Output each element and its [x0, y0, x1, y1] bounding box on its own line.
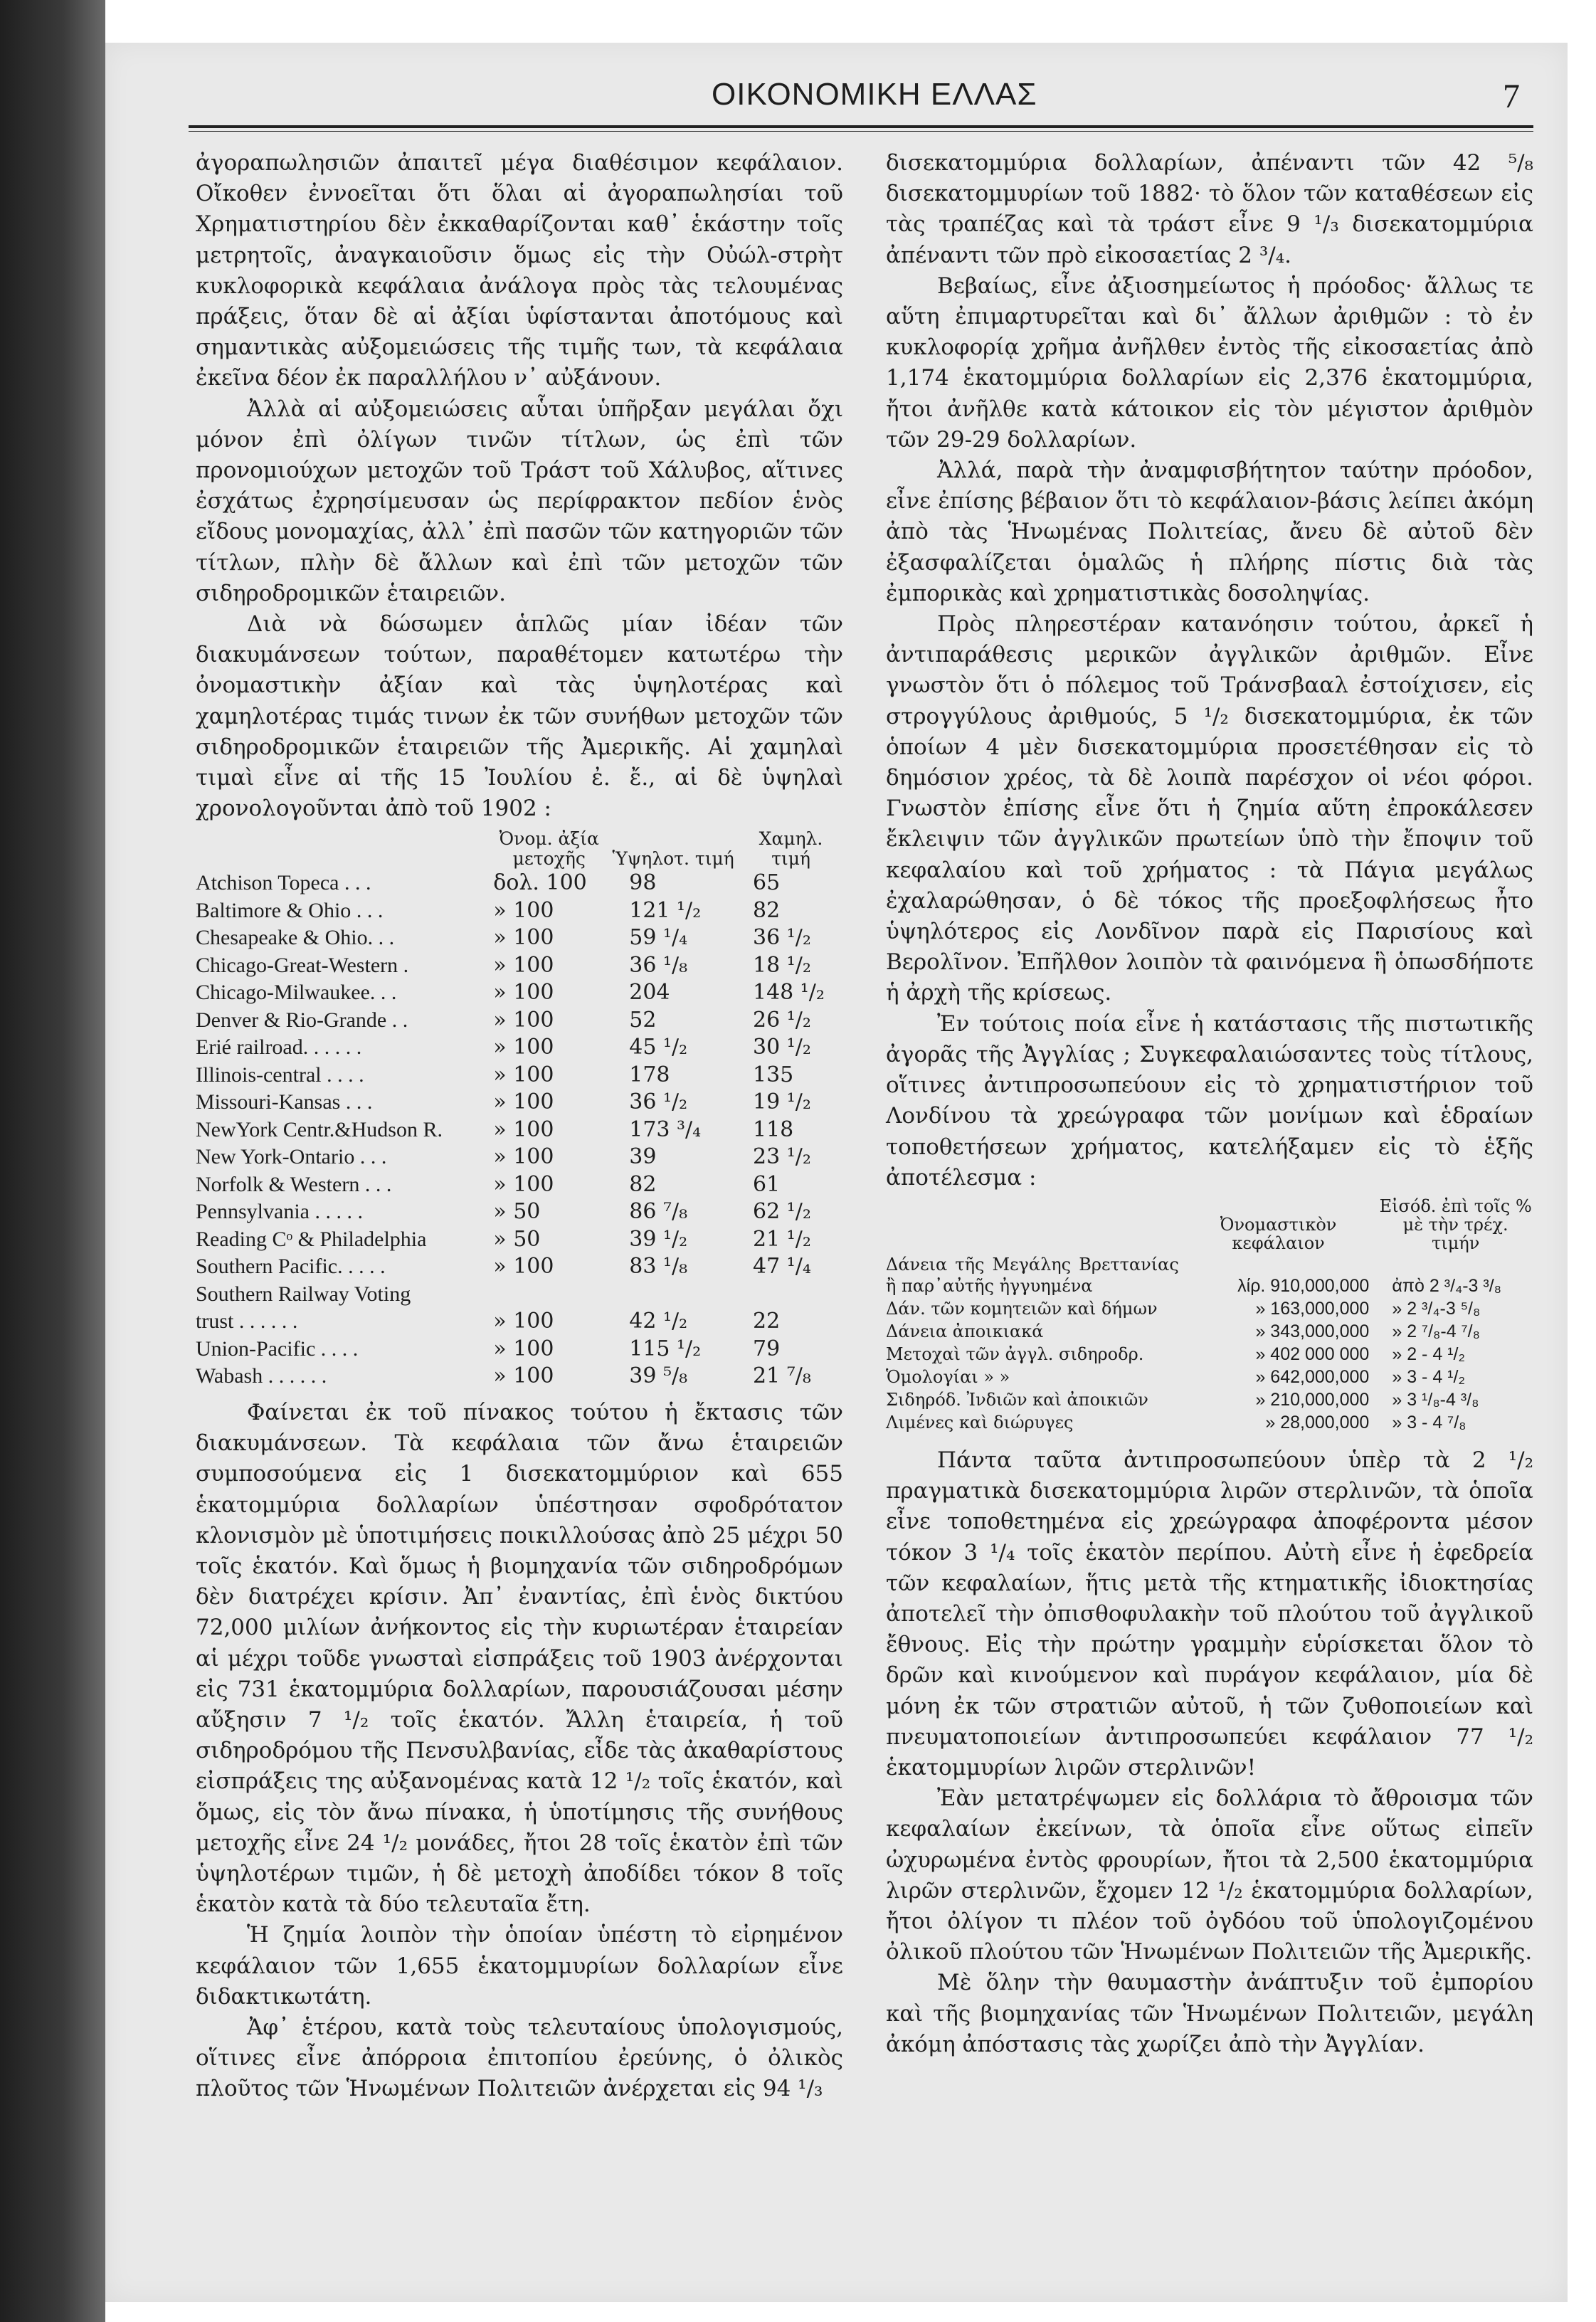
stock-high: 39 [629, 1144, 657, 1170]
loan-yield: » 3 ¹/₈-4 ³/₈ [1392, 1389, 1479, 1410]
stock-name [196, 1089, 490, 1117]
stock-name-text: trust [196, 1309, 234, 1334]
stock-name-text: Chicago-Great-Western [196, 953, 398, 977]
loan-nominal-capital: » 210,000,000 [1255, 1389, 1370, 1410]
left-paragraph-4: Φαίνεται ἐκ τοῦ πίνακος τούτου ἡ ἔκτασις τῶν διακυμάνσεων. Τὰ κεφάλαια τῶν ἄνω ἑταιρειῶν συμποσούμενα εἰς 1 δισεκατομμύριον καὶ 655 ἑκατομμύρια δολλαρίων ὑπέστησαν σφοδρότατον κλονισμὸν μὲ ὑποτιμήσεις ποικιλλούσας ἀπὸ 25 μέχρι 50 τοῖς ἑκατόν. Καὶ ὅμως ἡ βιομηχανία τῶν σιδηροδρόμων δὲν διατρέχει κρίσιν. Ἀπ᾽ ἐναντίας, ἐπὶ ἑνὸς δικτύου 72,000 μιλίων ἀνήκοντος εἰς τὴν κυριωτέραν ἑταιρείαν αἱ μέχρι τοῦδε γνωσταὶ εἰσπράξεις τοῦ 1903 ἀνέρχονται εἰς 731 ἑκατομμύρια δολλαρίων, παρουσιάζουσαι μέσην αὔξησιν 7 ¹/₂ τοῖς ἑκατόν. Ἄλλη ἑταιρεία, ἡ τοῦ σιδηροδρόμου τῆς Πενσυλβανίας, εἶδε τὰς ἀκαθαρίστους εἰσπράξεις της αὐξανομένας κατὰ 12 ¹/₂ τοῖς ἑκατόν, καὶ ὅμως, εἰς τὸν ἄνω πίνακα, ἡ ὑποτίμησις τῆς συνήθους μετοχῆς εἶνε 24 ¹/₂ μονάδες, ἤτοι 28 τοῖς ἑκατὸν ἐπὶ τῶν ὑψηλοτέρων τιμῶν, ἡ δὲ μετοχὴ ἀποδίδει τόκον 8 τοῖς ἑκατὸν κατὰ τὰ δύο τελευταῖα ἔτη. [196, 1399, 843, 1918]
stock-name-text: Denver & Rio-Grande [196, 1008, 387, 1032]
stock-low: 62 ¹/₂ [752, 1199, 811, 1225]
loan-category: Σιδηρόδ. Ἰνδιῶν καὶ ἀποικιῶν [886, 1389, 1148, 1410]
right-paragraph-8: Μὲ ὅλην τὴν θαυμαστὴν ἀνάπτυξιν τοῦ ἐμπορίου καὶ τῆς βιομηχανίας τῶν Ἡνωμένων Πολιτειῶν, μεγάλη ἀκόμη ἀπόστασις τὰς χωρίζει ἀπὸ τὴν Ἀγγλίαν. [886, 1970, 1533, 2057]
left-paragraph-5: Ἡ ζημία λοιπὸν τὴν ὁποίαν ὑπέστη τὸ εἰρημένον κεφάλαιον τῶν 1,655 ἑκατομμυρίων δολλαρίων εἶνε διδακτικωτάτη. [196, 1922, 843, 2010]
header-rule-thin [189, 131, 1533, 132]
stock-leader-dots: . [403, 953, 409, 977]
left-paragraph-6: Ἀφ᾽ ἑτέρου, κατὰ τοὺς τελευταίους ὑπολογισμούς, οἵτινες εἶνε ἀπόρροια ἐπιτοπίου ἐρεύνης, ὁ ὀλικὸς πλοῦτος τῶν Ἡνωμένων Πολιτειῶν ἀνέρχεται εἰς 94 ¹/₃ [196, 2015, 843, 2102]
stock-leader-dots: . . . . [327, 1062, 364, 1087]
stock-low: 118 [752, 1117, 794, 1142]
left-paragraph-3: Διὰ νὰ δώσωμεν ἁπλῶς μίαν ἰδέαν τῶν διακυμάνσεων τούτων, παραθέτομεν κατωτέρω τὴν ὀνομαστικὴν ἀξίαν καὶ τὰς ὑψηλοτέρας καὶ χαμηλοτέρας τιμάς τινων ἐκ τῶν συνήθων μετοχῶν τῶν σιδηροδρομικῶν ἑταιρειῶν τῆς Ἀμερικῆς. Αἱ χαμηλαὶ τιμαὶ εἶνε αἱ τῆς 15 Ἰουλίου ἐ. ἔ., αἱ δὲ ὑψηλαὶ χρονολογοῦνται ἀπὸ τοῦ 1902 : [196, 611, 843, 822]
right-paragraph-2: Βεβαίως, εἶνε ἀξιοσημείωτος ἡ πρόοδος· ἄλλως τε αὕτη ἐπιμαρτυρεῖται καὶ δι᾽ ἄλλων ἀριθμῶν : τὸ ἐν κυκλοφορίᾳ χρῆμα ἀνῆλθεν ἐντὸς τῆς εἰκοσαετίας ἀπὸ 1,174 ἑκατομμύρια δολλαρίων εἰς 2,376 ἑκατομμύρια, ἤτοι ἀνῆλθε κατὰ κάτοικον εἰς τὸν μέγιστον ἀριθμὸν τῶν 29-29 δολλαρίων. [886, 273, 1533, 453]
stock-nominal: » 50 [493, 1199, 541, 1225]
stock-row [196, 1253, 843, 1281]
loan-category: Δάνεια τῆς Μεγάλης Βρεττανίας ἢ παρ᾽αὐτῆς ἠγγυημένα [886, 1254, 1179, 1296]
stock-row [196, 1198, 843, 1226]
loan-yield: » 3 - 4 ⁷/₈ [1392, 1412, 1466, 1432]
right-paragraph-5: Ἐν τούτοις ποία εἶνε ἡ κατάστασις τῆς πιστωτικῆς ἀγορᾶς τῆς Ἀγγλίας ; Συγκεφαλαιώσαντες τοὺς τίτλους, οἵτινες ἀντιπροσωπεύουν εἰς τὸ χρηματιστήριον τοῦ Λονδίνου τὰ χρεώγραφα τῶν μονίμων καὶ ἑδραίων τοποθετήσεων χρήματος, κατελήξαμεν εἰς τὸ ἑξῆς ἀποτέλεσμα : [886, 1010, 1533, 1191]
stock-leader-dots: . . . . [348, 1255, 386, 1279]
stock-high [608, 1281, 739, 1309]
stock-low: 22 [752, 1309, 781, 1334]
stock-name-text: NewYork Centr.&Hudson R. [196, 1117, 443, 1141]
stock-name-text: Chicago-Milwaukee. [196, 981, 376, 1005]
stock-low: 21 ⁷/₈ [752, 1363, 811, 1389]
loans-table-body [886, 1253, 1533, 1434]
right-paragraph-6: Πάντα ταῦτα ἀντιπροσωπεύουν ὑπὲρ τὰ 2 ¹/₂ πραγματικὰ δισεκατομμύρια λιρῶν στερλινῶν, τὰ ὁποῖα εἶνε τοποθετημένα εἰς χρεώγραφα ἀποφέροντα μέσον τόκον 3 ¹/₄ τοῖς ἑκατὸν περίπου. Αὐτὴ εἶνε ἡ ἐφεδρεία τῶν κεφαλαίων, ἥτις μετὰ τῆς κτηματικῆς ἰδιοκτησίας ἀποτελεῖ τὴν ὀπισθοφυλακὴν τοῦ πλούτου τοῦ ἀγγλικοῦ ἔθνους. Εἰς τὴν πρώτην γραμμὴν εὑρίσκεται ὅλον τὸ δρῶν καὶ κινούμενον καὶ πυράγον κεφάλαιον, μία δὲ μόνη ἐκ τῶν στρατιῶν αὐτοῦ, ἡ τῶν ζυθοποιείων καὶ πνευματοποιείων ἀντιπροσωπεύει κεφάλαιον 77 ¹/₂ ἑκατομμυρίων λιρῶν στερλινῶν! [886, 1447, 1533, 1780]
stock-leader-dots: . . . [345, 1090, 373, 1114]
stock-low [739, 1281, 843, 1309]
stock-high: 59 ¹/₄ [629, 925, 688, 951]
stock-low: 26 ¹/₂ [752, 1007, 811, 1033]
stock-leader-dots: . . . . . . [268, 1364, 327, 1388]
stock-low: 36 ¹/₂ [752, 925, 811, 951]
loan-row [886, 1388, 1533, 1411]
stock-high: 36 ¹/₈ [629, 952, 688, 978]
stock-leader-dots: . . . [364, 1172, 392, 1196]
loan-yield: » 3 - 4 ¹/₂ [1392, 1366, 1466, 1387]
stock-name-text: Illinois-central [196, 1062, 322, 1087]
stock-name [196, 1144, 490, 1171]
stock-nominal: » 100 [493, 1309, 554, 1334]
stock-name [196, 1117, 490, 1144]
stock-nominal: » 50 [493, 1226, 541, 1252]
stock-low: 19 ¹/₂ [752, 1089, 811, 1115]
stock-name-text: Southern Pacific. [196, 1255, 343, 1279]
stock-nominal: » 100 [493, 1007, 554, 1033]
stock-name-text: Norfolk & Western [196, 1172, 360, 1196]
stock-row [196, 952, 843, 980]
header-nominal: Ὀνομ. ἀξία μετοχῆς [499, 828, 599, 870]
stock-low: 148 ¹/₂ [752, 980, 825, 1006]
stock-leader-dots: . . . [359, 1145, 387, 1169]
stock-name-text: Southern Railway Voting [196, 1282, 411, 1306]
stock-nominal: » 100 [493, 1089, 554, 1115]
right-paragraph-1: δισεκατομμύρια δολλαρίων, ἀπέναντι τῶν 42 ⁵/₈ δισεκατομμυρίων τοῦ 1882· τὸ ὅλον τῶν καταθέσεων εἰς τὰς τραπέζας καὶ τὰ τράστ εἶνε 9 ¹/₃ δισεκατομμύρια ἀπέναντι τῶν πρὸ εἰκοσαετίας 2 ³/₄. [886, 150, 1533, 268]
header-high: Ὑψηλοτ. τιμή [612, 848, 734, 870]
loan-yield: » 2 ³/₄-3 ⁵/₈ [1392, 1298, 1481, 1319]
stock-high: 204 [629, 980, 670, 1006]
stock-name [196, 924, 490, 952]
stock-name-text: Union-Pacific [196, 1336, 316, 1361]
stock-low: 135 [752, 1062, 794, 1087]
stock-high: 173 ³/₄ [629, 1117, 702, 1142]
stock-leader-dots: . . . . . [315, 1200, 363, 1224]
header-rule [189, 125, 1533, 128]
stock-nominal: » 100 [493, 1117, 554, 1142]
stock-row [196, 1117, 843, 1144]
stock-row [196, 1226, 843, 1254]
stock-row [196, 979, 843, 1007]
stock-name [196, 1253, 490, 1281]
stock-leader-dots: . . [380, 981, 397, 1005]
stock-low: 61 [752, 1171, 781, 1197]
stock-row [196, 1034, 843, 1062]
header-yield: Εἰσόδ. ἐπὶ τοῖς % μὲ τὴν τρέχ. τιμήν [1379, 1196, 1532, 1253]
stock-row [196, 870, 843, 897]
stock-name [196, 870, 490, 897]
stock-high: 42 ¹/₂ [629, 1309, 688, 1334]
loan-category: Ὁμολογίαι » » [886, 1366, 1010, 1387]
stock-leader-dots: . . . . [320, 1336, 359, 1361]
stock-name [196, 1226, 490, 1254]
stock-name-text: New York-Ontario [196, 1145, 355, 1169]
stock-high: 39 ⁵/₈ [629, 1363, 688, 1389]
loan-row [886, 1320, 1533, 1343]
stock-name [196, 1198, 490, 1226]
stock-nominal: » 100 [493, 1035, 554, 1060]
stock-leader-dots: . . . [344, 871, 371, 895]
loan-nominal-capital: » 163,000,000 [1255, 1298, 1370, 1319]
stock-nominal: » 100 [493, 1363, 554, 1389]
stock-high: 36 ¹/₂ [629, 1089, 688, 1115]
stock-row [196, 1007, 843, 1035]
stock-high: 98 [629, 870, 657, 896]
stock-row [196, 897, 843, 925]
loan-nominal-capital: » 343,000,000 [1255, 1321, 1370, 1341]
stock-high: 121 ¹/₂ [629, 897, 702, 923]
loan-yield: » 2 ⁷/₈-4 ⁷/₈ [1392, 1321, 1480, 1341]
stock-row [196, 1281, 843, 1309]
stock-leader-dots: . . . . . . [238, 1309, 298, 1334]
loan-row [886, 1253, 1533, 1297]
stock-name [196, 1171, 490, 1199]
loan-row [886, 1411, 1533, 1434]
stock-leader-dots: . . [391, 1008, 408, 1032]
stock-high: 45 ¹/₂ [629, 1035, 688, 1060]
stock-name [196, 1308, 490, 1336]
right-paragraph-7: Ἐὰν μετατρέψωμεν εἰς δολλάρια τὸ ἄθροισμα τῶν κεφαλαίων ἐκείνων, τὰ ὁποῖα εἶνε οὕτως εἰπεῖν ὠχυρωμένα ἐντὸς φρουρίων, ἤτοι τὰ 2,500 ἑκατομμύρια λιρῶν στερλινῶν, ἔχομεν 12 ¹/₂ ἑκατομμύρια δολλαρίων, ἤτοι ὀλίγον τι πλέον τοῦ ὀγδόου τοῦ ὑπολογιζομένου ὀλικοῦ πλούτου τῶν Ἡνωμένων Πολιτειῶν τῆς Ἀμερικῆς. [886, 1785, 1533, 1965]
loan-nominal-capital: » 402 000 000 [1255, 1344, 1370, 1364]
stock-nominal [490, 1281, 608, 1309]
stock-name [196, 897, 490, 925]
loan-category: Λιμένες καὶ διώρυγες [886, 1412, 1074, 1432]
stock-name-text: Chesapeake & Ohio. [196, 926, 374, 950]
loans-table-header [886, 1196, 1533, 1253]
loan-category: Δάνεια ἀποικιακά [886, 1321, 1044, 1341]
left-paragraph-2: Ἀλλὰ αἱ αὐξομειώσεις αὗται ὑπῆρξαν μεγάλαι ὄχι μόνον ἐπὶ ὀλίγων τινῶν τίτλων, ὡς ἐπὶ τῶν προνομιούχων μετοχῶν τοῦ Τράστ τοῦ Χάλυβος, αἵτινες ἐσχάτως ἐχρησίμευσαν ὡς περίφρακτον πεδίον ἑνὸς εἴδους μονομαχίας, ἀλλ᾽ ἐπὶ πασῶν τῶν κατηγοριῶν τῶν τίτλων, πλὴν δὲ ἄλλων καὶ ἐπὶ τῶν μετοχῶν τῶν σιδηροδρομικῶν ἑταιρειῶν. [196, 396, 843, 606]
stock-name-text: Missouri-Kansas [196, 1090, 341, 1114]
stock-name-text: Reading Cᵒ & Philadelphia [196, 1227, 427, 1251]
stock-nominal: » 100 [493, 897, 554, 923]
stock-leader-dots: . . . . . [313, 1035, 362, 1060]
stock-high: 115 ¹/₂ [629, 1336, 702, 1361]
loan-category: Μετοχαὶ τῶν ἀγγλ. σιδηροδρ. [886, 1344, 1144, 1364]
stock-name [196, 979, 490, 1007]
book-spine-shadow [0, 0, 105, 2322]
stock-low: 82 [752, 897, 781, 923]
loan-category: Δάν. τῶν κομητειῶν καὶ δήμων [886, 1298, 1158, 1319]
stock-name [196, 1007, 490, 1035]
stock-name-text: Pennsylvania [196, 1200, 310, 1224]
stock-nominal: δολ. 100 [493, 870, 587, 896]
railroad-stocks-table [196, 828, 843, 1390]
stock-name-text: Erié railroad. [196, 1035, 309, 1060]
loan-row [886, 1297, 1533, 1320]
page-number: 7 [1503, 78, 1520, 115]
stock-name [196, 1062, 490, 1089]
running-head-title: ΟΙΚΟΝΟΜΙΚΗ ΕΛΛΑΣ [712, 77, 1037, 112]
stock-row [196, 1144, 843, 1171]
stock-high: 86 ⁷/₈ [629, 1199, 688, 1225]
stock-name [196, 1363, 490, 1390]
stock-low: 18 ¹/₂ [752, 952, 811, 978]
stock-row [196, 924, 843, 952]
loan-yield: » 2 - 4 ¹/₂ [1392, 1344, 1466, 1364]
stock-high: 82 [629, 1171, 657, 1197]
stock-name [196, 1336, 490, 1363]
stocks-table-header [196, 828, 843, 870]
left-paragraph-1: ἀγοραπωλησιῶν ἀπαιτεῖ μέγα διαθέσιμον κεφάλαιον. Οἴκοθεν ἐννοεῖται ὅτι ὅλαι αἱ ἀγοραπωλησίαι τοῦ Χρηματιστηρίου δὲν ἐκκαθαρίζονται καθ᾽ ἑκάστην τοῖς μετρητοῖς, ἀναγκαιοῦσιν ὅμως εἰς τὴν Οὐώλ-στρὴτ κυκλοφορικὰ κεφάλαια ἀνάλογα πρὸς τὰς τελουμένας πράξεις, ὅταν δὲ αἱ ἀξίαι ὑφίστανται ἀποτόμους καὶ σημαντικὰς αὐξομειώσεις τῆς τιμῆς των, τὰ κεφάλαια ἐκεῖνα δέον ἐκ παραλλήλου ν᾽ αὐξάνουν. [196, 150, 843, 391]
stock-high: 83 ¹/₈ [629, 1254, 688, 1279]
stock-nominal: » 100 [493, 980, 554, 1006]
stock-high: 178 [629, 1062, 670, 1087]
stock-low: 30 ¹/₂ [752, 1035, 811, 1060]
loan-yield: ἀπὸ 2 ³/₄-3 ³/₈ [1392, 1275, 1502, 1296]
stock-high: 39 ¹/₂ [629, 1226, 688, 1252]
loan-row [886, 1343, 1533, 1366]
stock-name-text: Atchison Topeca [196, 871, 339, 895]
stock-high: 52 [629, 1007, 657, 1033]
loan-nominal-capital: » 642,000,000 [1255, 1366, 1370, 1387]
stock-name-text: Wabash [196, 1364, 263, 1388]
stock-row [196, 1089, 843, 1117]
stock-low: 21 ¹/₂ [752, 1226, 811, 1252]
stock-low: 47 ¹/₄ [752, 1254, 811, 1279]
header-category [886, 1196, 1179, 1253]
loan-row [886, 1366, 1533, 1388]
stock-row [196, 1308, 843, 1336]
stock-leader-dots: . . [378, 926, 395, 950]
stock-row [196, 1171, 843, 1199]
stock-nominal: » 100 [493, 1062, 554, 1087]
stock-nominal: » 100 [493, 952, 554, 978]
stock-row [196, 1363, 843, 1390]
stock-name [196, 1281, 490, 1309]
stock-nominal: » 100 [493, 1254, 554, 1279]
stock-leader-dots: . . . [356, 898, 384, 922]
stocks-table-body [196, 870, 843, 1390]
right-column [886, 148, 1533, 2060]
right-paragraph-3: Ἀλλά, παρὰ τὴν ἀναμφισβήτητον ταύτην πρόοδον, εἶνε ἐπίσης βέβαιον ὅτι τὸ κεφάλαιον-βάσις λείπει ἀκόμη ἀπὸ τὰς Ἡνωμένας Πολιτείας, ἄνευ δὲ αὐτοῦ δὲν ἐξασφαλίζεται ὁμαλῶς ἡ πλήρης πίστις διὰ τὰς ἐμπορικὰς καὶ χρηματιστικὰς δοσοληψίας. [886, 458, 1533, 606]
stock-row [196, 1062, 843, 1089]
left-column [196, 148, 843, 2105]
stock-name-text: Baltimore & Ohio [196, 898, 352, 922]
stock-row [196, 1336, 843, 1363]
stock-low: 79 [752, 1336, 781, 1361]
stock-low: 65 [752, 870, 781, 896]
loan-nominal-capital: λίρ. 910,000,000 [1237, 1275, 1370, 1296]
header-company [196, 828, 490, 870]
stock-nominal: » 100 [493, 925, 554, 951]
london-securities-table [886, 1196, 1533, 1434]
header-low: Χαμηλ. τιμή [759, 828, 823, 870]
loan-nominal-capital: » 28,000,000 [1265, 1412, 1370, 1432]
header-nominal-capital: Ὀνομαστικὸν κεφάλαιον [1220, 1214, 1337, 1253]
stock-nominal: » 100 [493, 1171, 554, 1197]
stock-name [196, 1034, 490, 1062]
right-paragraph-4: Πρὸς πληρεστέραν κατανόησιν τούτου, ἀρκεῖ ἡ ἀντιπαράθεσις μερικῶν ἀγγλικῶν ἀριθμῶν. Εἶνε γνωστὸν ὅτι ὁ πόλεμος τοῦ Τράνσβααλ ἐστοίχισεν, εἰς στρογγύλους ἀριθμούς, 5 ¹/₂ δισεκατομμύρια, ἐκ τῶν ὁποίων 4 μὲν δισεκατομμύρια προσετέθησαν εἰς τὸ δημόσιον χρέος, τὰ δὲ λοιπὰ παρέσχον οἱ νέοι φόροι. Γνωστὸν ἐπίσης εἶνε ὅτι ἡ ζημία αὕτη ἐπροκάλεσεν ἔκλειψιν τῶν ἀγγλικῶν πρωτείων ὑπὸ τὴν ἔποψιν τοῦ κεφαλαίου καὶ τοῦ χρήματος : τὰ Πάγια μεγάλως ἐχαλαρώθησαν, ὁ δὲ τόκος τῆς προεξοφλήσεως ἦτο ὑψηλότερος εἰς Λονδῖνον παρὰ εἰς Παρισίους καὶ Βερολῖνον. Ἐπῆλθον λοιπὸν τὰ φαινόμενα ἣ ὁπωσδήποτε ἡ ἀρχὴ τῆς κρίσεως. [886, 611, 1533, 1006]
stock-nominal: » 100 [493, 1336, 554, 1361]
stock-low: 23 ¹/₂ [752, 1144, 811, 1170]
stock-nominal: » 100 [493, 1144, 554, 1170]
stock-name [196, 952, 490, 980]
